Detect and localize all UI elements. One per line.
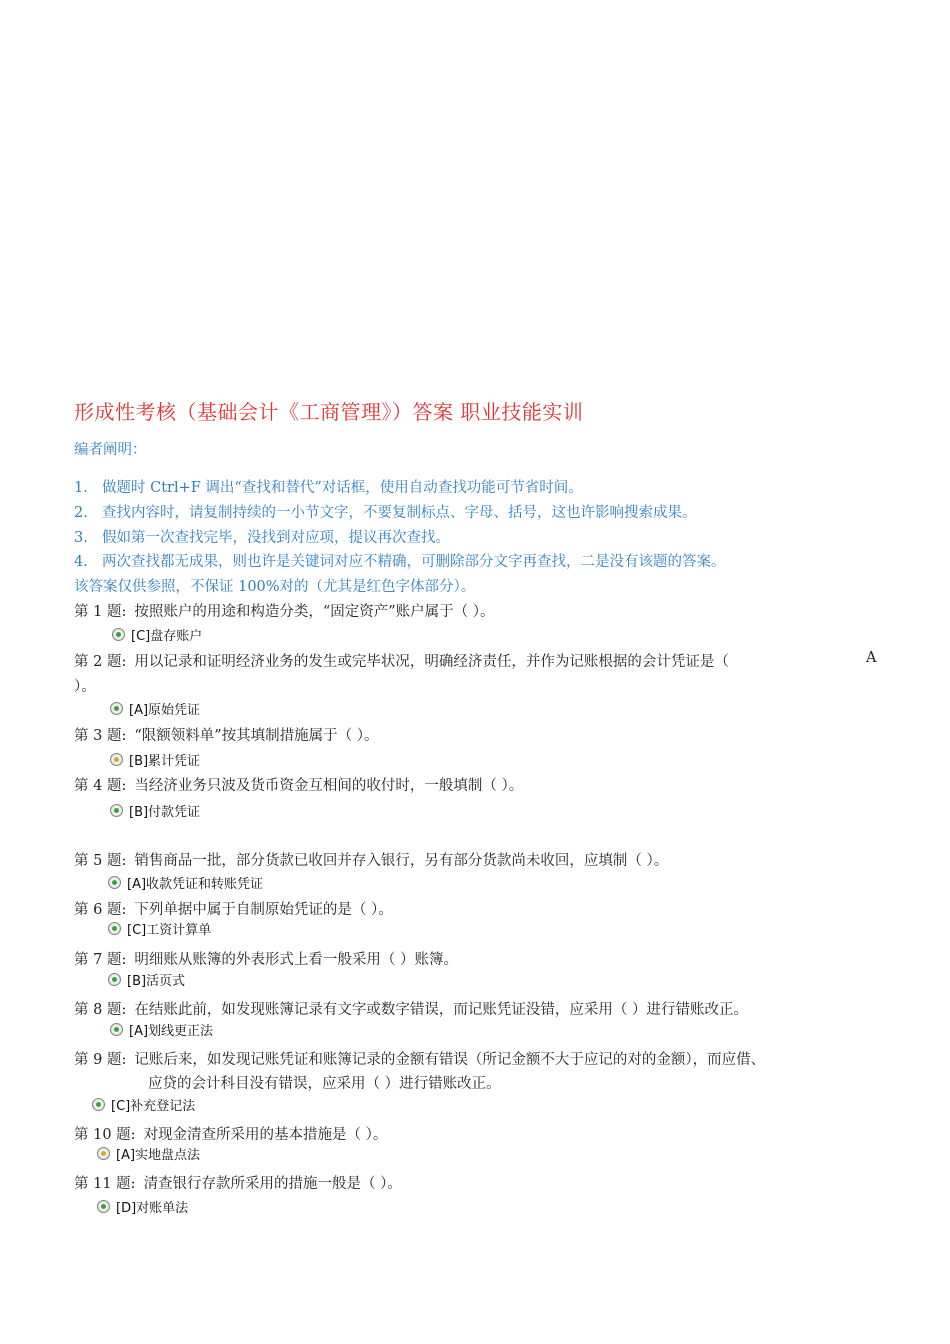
radio-selected-icon bbox=[110, 753, 123, 766]
question-text: 对现金清查所采用的基本措施是（ ）。 bbox=[143, 1127, 388, 1143]
question bbox=[74, 1123, 387, 1144]
answer-option[interactable] bbox=[92, 1095, 195, 1113]
question-number: 第 5 题: bbox=[74, 853, 127, 869]
answer-option[interactable] bbox=[108, 873, 263, 891]
question-text: 在结账此前，如发现账簿记录有文字或数字错误，而记账凭证没错，应采用（ ）进行错账改正。 bbox=[134, 1002, 748, 1018]
question bbox=[74, 774, 523, 795]
note-number: 4. bbox=[74, 554, 88, 570]
question-answer-letter: A bbox=[866, 650, 877, 666]
radio-selected-icon bbox=[110, 804, 123, 817]
question-text: 当经济业务只波及货币资金互相间的收付时，一般填制（ ）。 bbox=[134, 778, 524, 794]
question-text: 下列单据中属于自制原始凭证的是（ ）。 bbox=[134, 902, 393, 918]
question bbox=[74, 724, 379, 745]
answer-option[interactable] bbox=[97, 1197, 188, 1215]
note-text: 做题时 Ctrl+F 调出“查找和替代”对话框，使用自动查找功能可节省时间。 bbox=[102, 480, 583, 496]
answer-label: [B]累计凭证 bbox=[129, 753, 201, 769]
answer-option[interactable] bbox=[110, 750, 200, 768]
answer-label: [C]补充登记法 bbox=[111, 1098, 196, 1114]
question bbox=[74, 650, 729, 671]
note-item bbox=[74, 526, 450, 547]
note-number: 1. bbox=[74, 480, 88, 496]
radio-selected-icon bbox=[112, 628, 125, 641]
disclaimer: 该答案仅供参照，不保证 100%对的（尤其是红色字体部分）。 bbox=[74, 579, 476, 595]
answer-option[interactable] bbox=[110, 801, 200, 819]
question bbox=[74, 600, 495, 621]
answer-label: [A]收款凭证和转账凭证 bbox=[127, 876, 264, 892]
note-text: 查找内容时，请复制持续的一小节文字，不要复制标点、字母、括号，这也许影响搜索成果。 bbox=[102, 505, 697, 521]
answer-option[interactable] bbox=[110, 699, 200, 717]
question bbox=[74, 1172, 402, 1193]
question-continuation: 应贷的会计科目没有错误，应采用（ ）进行错账改正。 bbox=[148, 1076, 501, 1092]
question-text: 记账后来，如发现记账凭证和账簿记录的金额有错误（所记金额不大于应记的对的金额），而应借、 bbox=[134, 1052, 766, 1068]
answer-option[interactable] bbox=[97, 1144, 200, 1162]
answer-option[interactable] bbox=[110, 1020, 213, 1038]
question bbox=[74, 998, 748, 1019]
answer-label: [A]原始凭证 bbox=[129, 702, 201, 718]
answer-option[interactable] bbox=[112, 625, 202, 643]
radio-selected-icon bbox=[110, 702, 123, 715]
document-title: 形成性考核（基础会计《工商管理》）答案 职业技能实训 bbox=[74, 400, 584, 424]
question-text: “限额领料单”按其填制措施属于（ ）。 bbox=[134, 728, 379, 744]
question-text: 按照账户的用途和构造分类，“固定资产”账户属于（ ）。 bbox=[134, 604, 495, 620]
question-text: 销售商品一批，部分货款已收回并存入银行，另有部分货款尚未收回，应填制（ ）。 bbox=[134, 853, 669, 869]
radio-selected-icon bbox=[108, 876, 121, 889]
question bbox=[74, 948, 458, 969]
question bbox=[74, 898, 393, 919]
question bbox=[74, 849, 668, 870]
answer-option[interactable] bbox=[108, 970, 185, 988]
question-number: 第 8 题: bbox=[74, 1002, 127, 1018]
note-number: 2. bbox=[74, 505, 88, 521]
question bbox=[74, 1048, 765, 1069]
note-number: 3. bbox=[74, 530, 88, 546]
answer-label: [B]活页式 bbox=[127, 973, 186, 989]
question-number: 第 3 题: bbox=[74, 728, 127, 744]
radio-selected-icon bbox=[97, 1147, 110, 1160]
question-number: 第 6 题: bbox=[74, 902, 127, 918]
radio-selected-icon bbox=[92, 1098, 105, 1111]
question-text: 明细账从账簿的外表形式上看一般采用（ ）账簿。 bbox=[134, 952, 458, 968]
note-text: 假如第一次查找完毕，没找到对应项，提议再次查找。 bbox=[102, 530, 450, 546]
question-number: 第 7 题: bbox=[74, 952, 127, 968]
question-text: 清查银行存款所采用的措施一般是（ ）。 bbox=[143, 1176, 402, 1192]
answer-label: [A]实地盘点法 bbox=[116, 1147, 201, 1163]
radio-selected-icon bbox=[97, 1200, 110, 1213]
note-text: 两次查找都无成果，则也许是关键词对应不精确，可删除部分文字再查找，二是没有该题的答案。 bbox=[102, 554, 726, 570]
radio-selected-icon bbox=[108, 922, 121, 935]
answer-label: [C]盘存账户 bbox=[131, 628, 203, 644]
question-continuation: ）。 bbox=[74, 679, 96, 695]
note-item bbox=[74, 501, 697, 522]
question-text: 用以记录和证明经济业务的发生或完毕状况，明确经济责任，并作为记账根据的会计凭证是（ bbox=[134, 654, 729, 670]
radio-selected-icon bbox=[108, 973, 121, 986]
question-number: 第 9 题: bbox=[74, 1052, 127, 1068]
notes-heading: 编者阐明： bbox=[74, 442, 147, 458]
question-number: 第 2 题: bbox=[74, 654, 127, 670]
question-number: 第 11 题: bbox=[74, 1176, 136, 1192]
radio-selected-icon bbox=[110, 1023, 123, 1036]
question-number: 第 4 题: bbox=[74, 778, 127, 794]
note-item bbox=[74, 476, 583, 497]
note-item bbox=[74, 550, 726, 571]
answer-label: [C]工资计算单 bbox=[127, 922, 212, 938]
answer-option[interactable] bbox=[108, 919, 211, 937]
question-number: 第 10 题: bbox=[74, 1127, 136, 1143]
question-number: 第 1 题: bbox=[74, 604, 127, 620]
answer-label: [A]划线更正法 bbox=[129, 1023, 214, 1039]
answer-label: [D]对账单法 bbox=[116, 1200, 189, 1216]
answer-label: [B]付款凭证 bbox=[129, 804, 201, 820]
